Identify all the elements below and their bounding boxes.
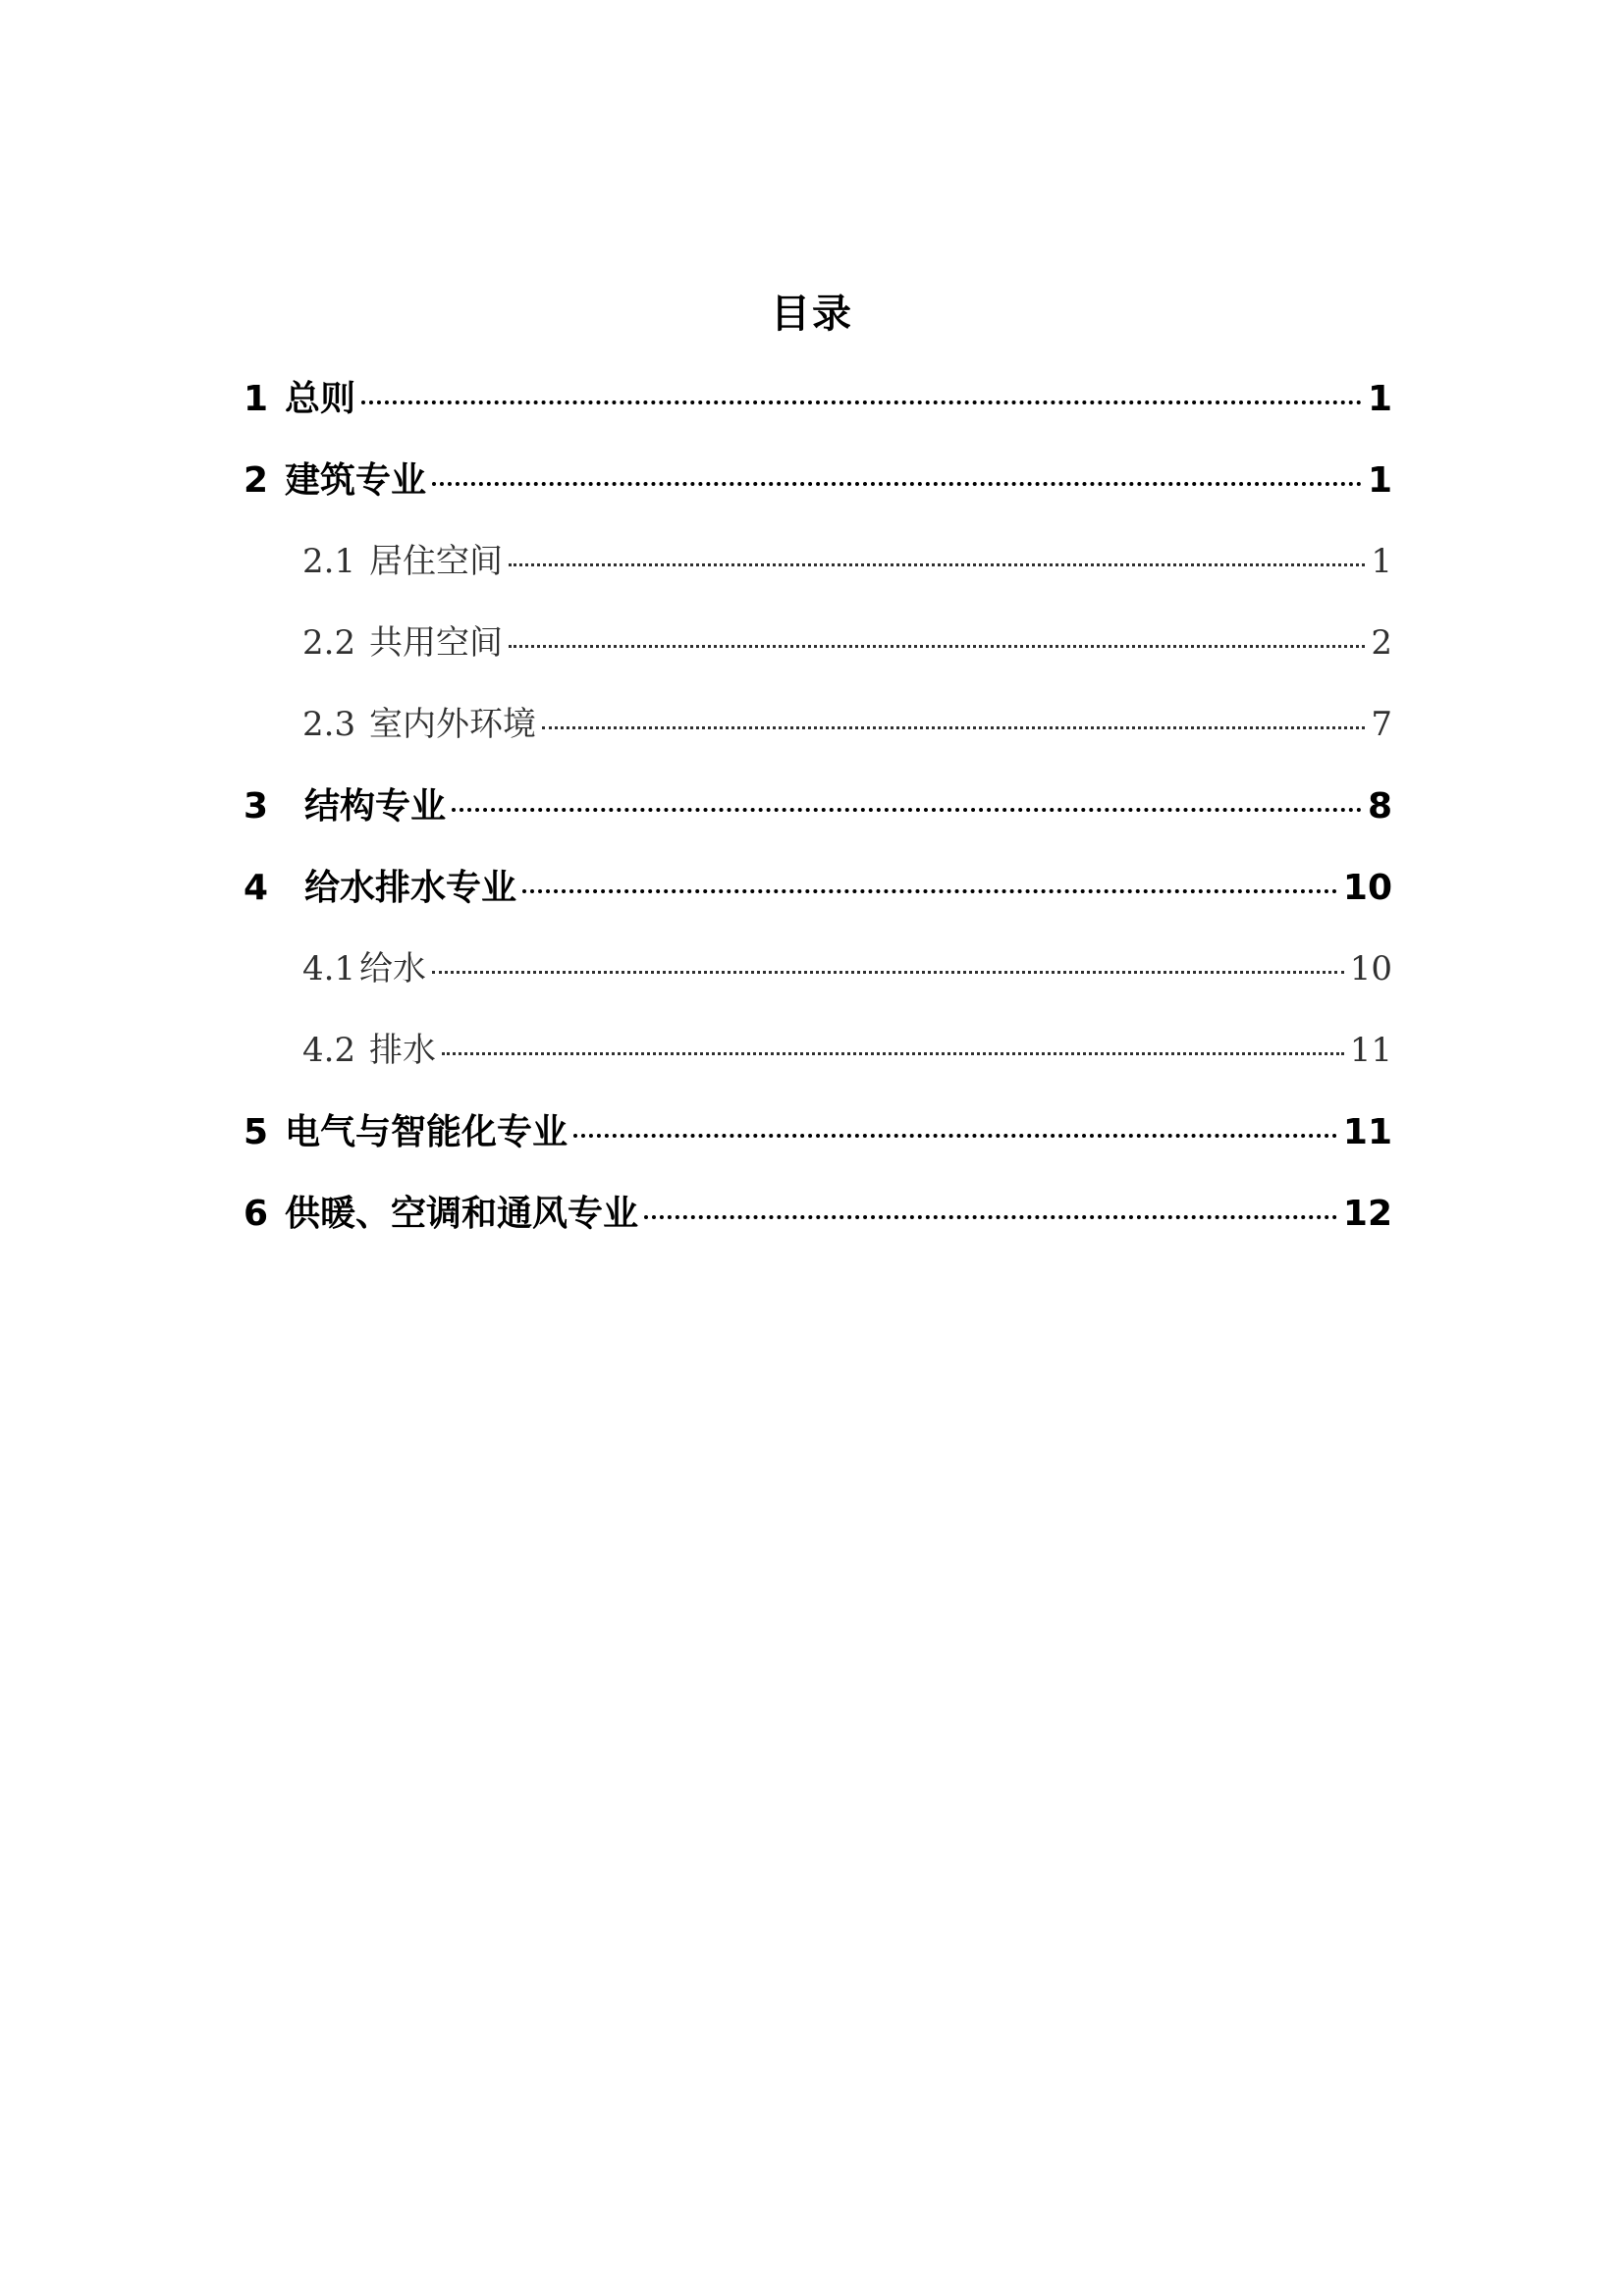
toc-entry-page: 8: [1367, 786, 1392, 827]
toc-entry-title: 给水排水专业: [304, 868, 517, 908]
toc-entry-page: 1: [1367, 379, 1392, 419]
toc-leader-dots: [442, 1052, 1344, 1055]
toc-entry-number: 5: [244, 1112, 269, 1152]
toc-leader-dots: [432, 482, 1362, 486]
toc-entry-title: 建筑专业: [285, 460, 427, 501]
toc-entry-page: 11: [1342, 1112, 1392, 1152]
toc-entry[interactable]: [244, 1186, 1392, 1267]
toc-entry-page: 12: [1342, 1194, 1392, 1234]
toc-entry[interactable]: [244, 453, 1392, 534]
toc-entry[interactable]: [244, 1104, 1392, 1186]
toc-entry-title: 给水: [359, 949, 426, 988]
toc-leader-dots: [573, 1134, 1337, 1138]
toc-leader-dots: [361, 400, 1362, 404]
toc-entry[interactable]: [244, 778, 1392, 860]
toc-entry-number: 4.1: [302, 949, 356, 988]
toc-entry-number: 3: [244, 786, 269, 827]
toc-entry-title: 室内外环境: [369, 705, 536, 744]
toc-entry-number: 2: [244, 460, 269, 501]
toc-entry-number: 2.1: [302, 542, 356, 581]
toc-leader-dots: [509, 563, 1365, 566]
toc-entry-title: 排水: [369, 1031, 436, 1070]
toc-leader-dots: [644, 1215, 1337, 1219]
toc-entry-number: 4: [244, 868, 269, 908]
toc-subentry[interactable]: [244, 941, 1392, 1023]
toc-entry-page: 2: [1371, 623, 1392, 663]
toc-entry[interactable]: [244, 860, 1392, 941]
toc-entry-page: 11: [1349, 1031, 1392, 1070]
toc-leader-dots: [452, 808, 1362, 812]
toc-subentry[interactable]: [244, 615, 1392, 697]
toc-subentry[interactable]: [244, 697, 1392, 778]
toc-entry-number: 2.2: [302, 623, 356, 663]
toc-entry[interactable]: [244, 371, 1392, 453]
toc-subentry[interactable]: [244, 534, 1392, 615]
toc-entry-title: 总则: [285, 379, 356, 419]
toc-entry-page: 10: [1349, 949, 1392, 988]
toc-entry-page: 1: [1371, 542, 1392, 581]
toc-leader-dots: [509, 645, 1365, 648]
toc-subentry[interactable]: [244, 1023, 1392, 1104]
toc-entry-title: 电气与智能化专业: [285, 1112, 568, 1152]
toc-entry-number: 4.2: [302, 1031, 356, 1070]
toc-entry-page: 10: [1342, 868, 1392, 908]
toc-entry-title: 居住空间: [369, 542, 503, 581]
toc-entry-title: 共用空间: [369, 623, 503, 663]
toc-entry-title: 结构专业: [304, 786, 447, 827]
toc-entry-page: 1: [1367, 460, 1392, 501]
toc-leader-dots: [522, 889, 1337, 893]
toc-entry-number: 1: [244, 379, 269, 419]
toc-title: 目录: [771, 292, 853, 337]
toc-leader-dots: [542, 726, 1365, 729]
toc-entry-page: 7: [1371, 705, 1392, 744]
table-of-contents: [244, 371, 1392, 1267]
toc-entry-number: 2.3: [302, 705, 356, 744]
toc-entry-number: 6: [244, 1194, 269, 1234]
toc-leader-dots: [432, 971, 1344, 974]
toc-entry-title: 供暖、空调和通风专业: [285, 1194, 639, 1234]
